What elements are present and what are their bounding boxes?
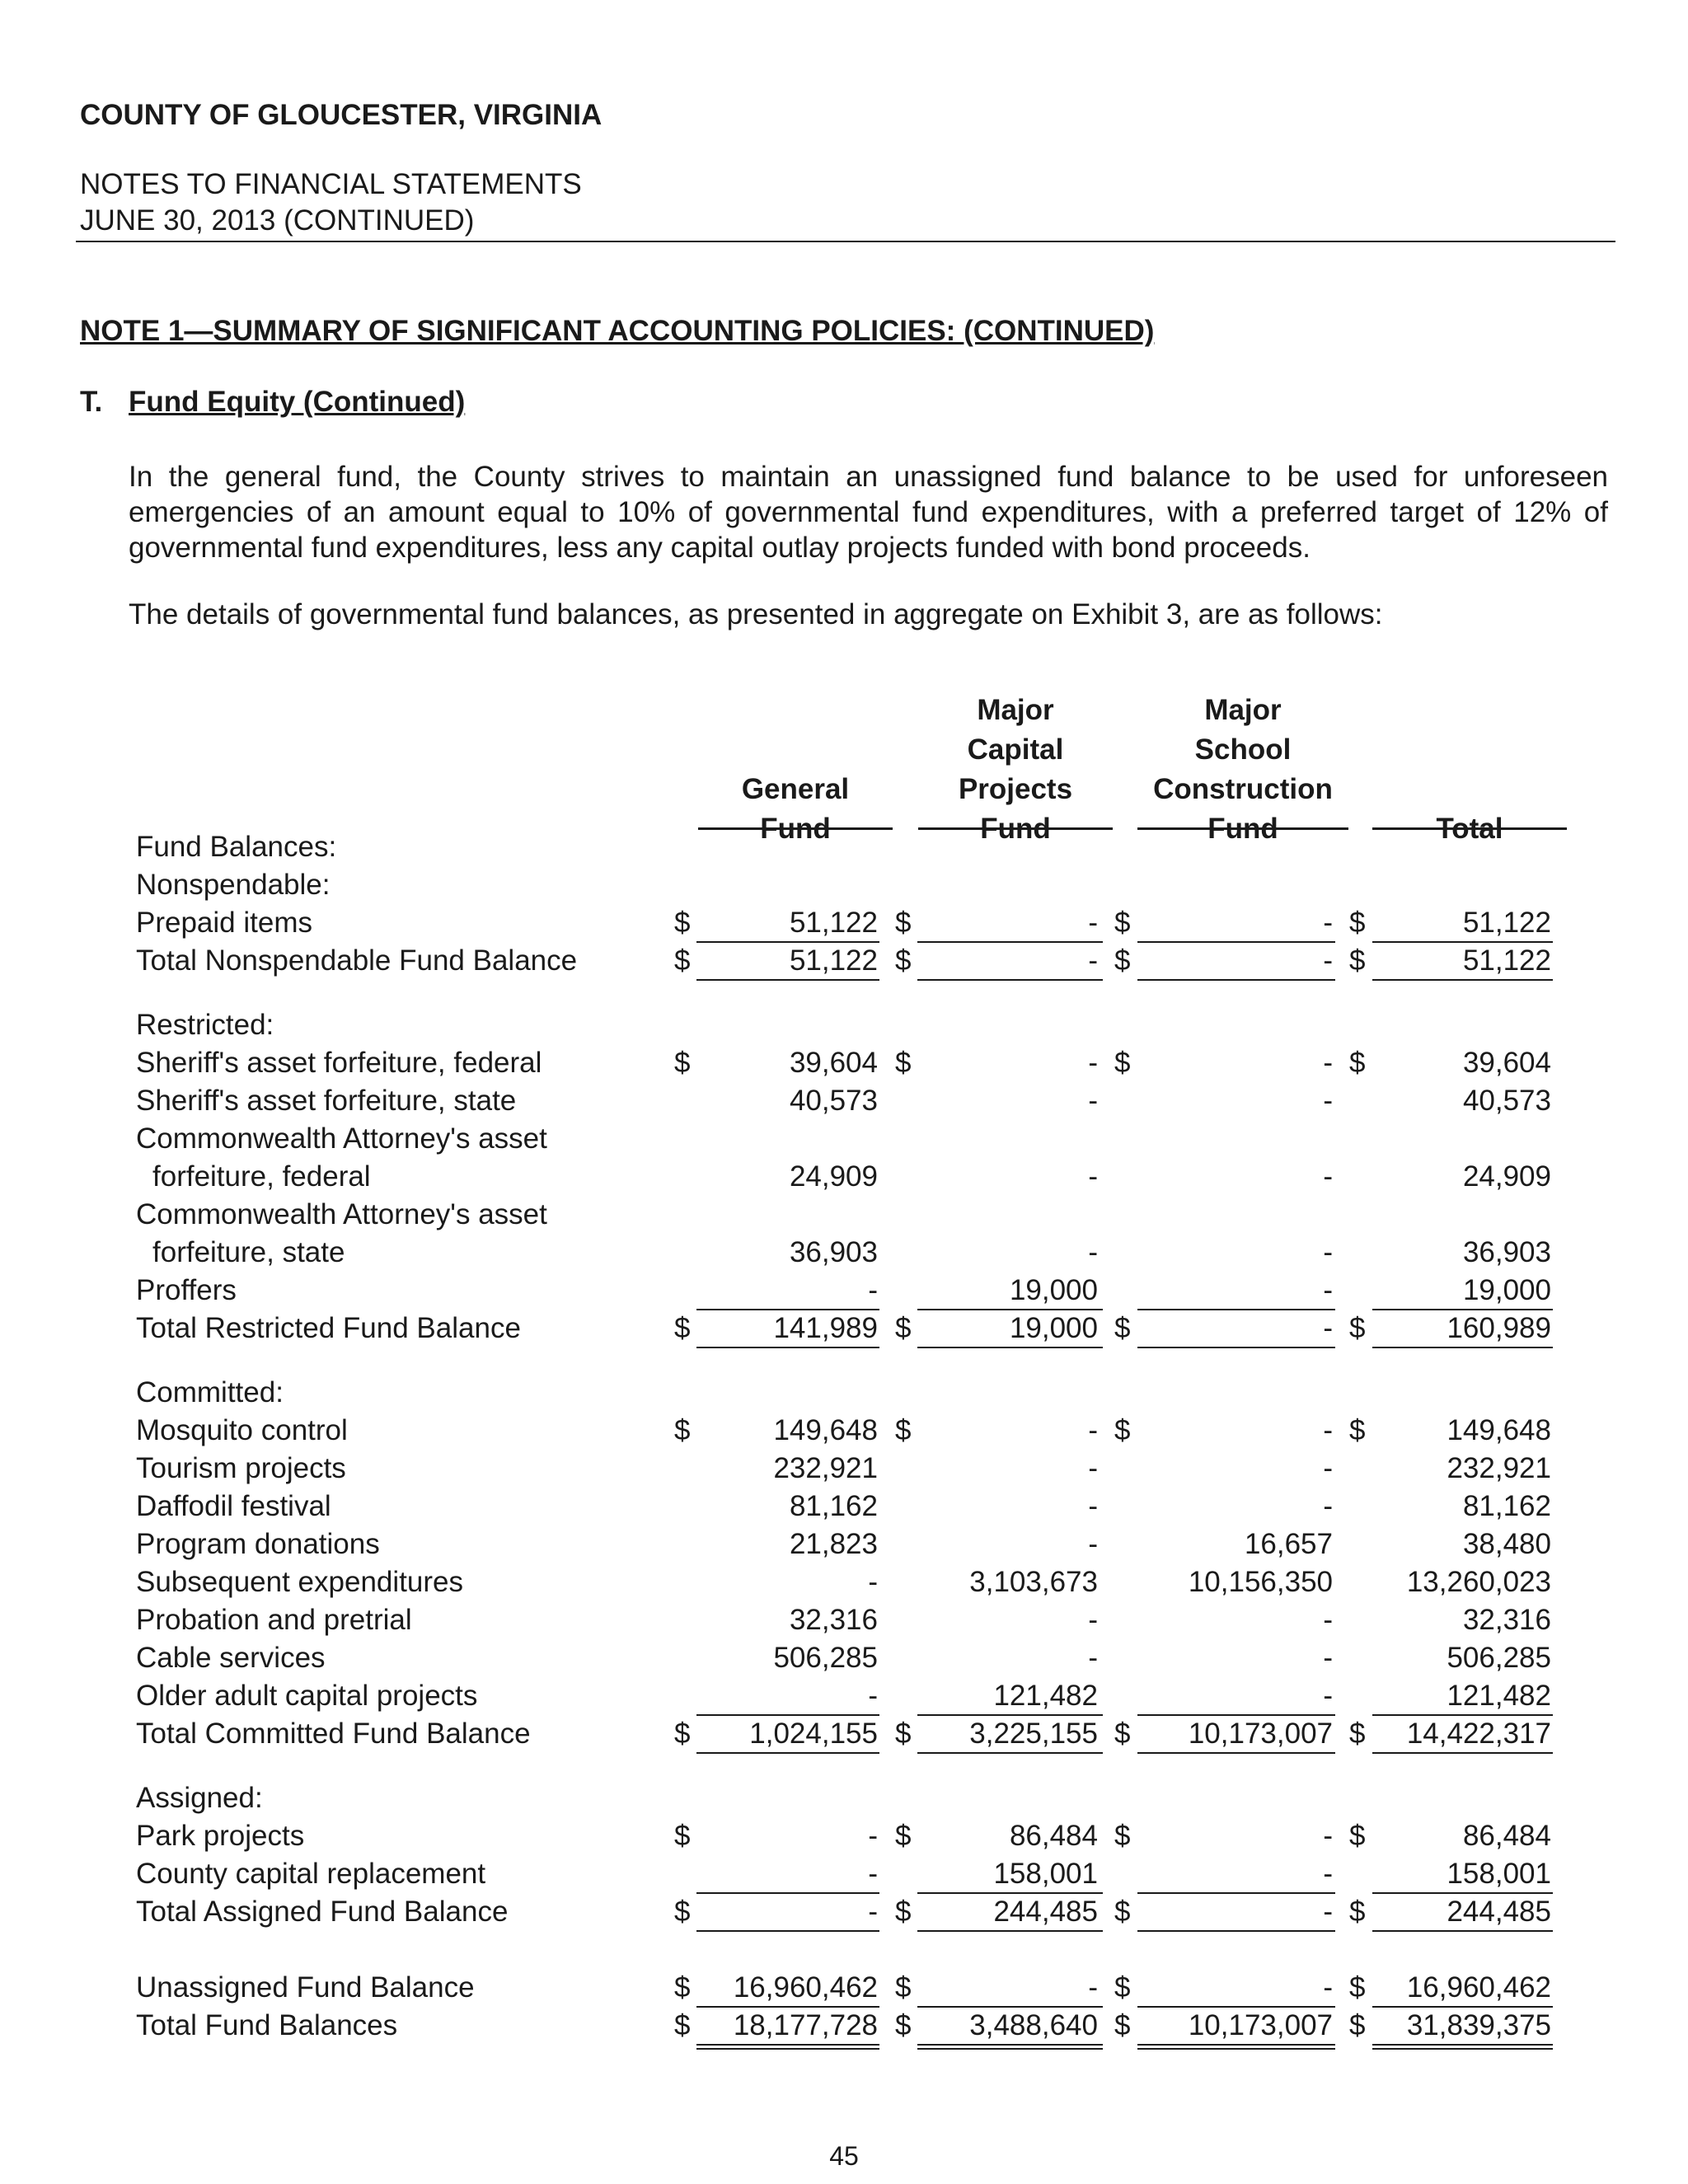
cell-value: - [1088,1604,1098,1636]
currency-symbol: $ [895,2009,912,2041]
table-row [0,1604,1688,1642]
column-heading-school-construction-fund [1137,691,1348,849]
row-label: Park projects [136,1820,305,1852]
row-label: Program donations [136,1528,380,1560]
row-label: Committed: [136,1376,284,1408]
table-row [0,944,1688,982]
column-heading-line: Fund [980,813,1051,845]
cell-value: - [1088,1490,1098,1522]
underline [696,1347,879,1348]
cell-value: - [1088,1414,1098,1446]
underline [1137,1714,1335,1716]
double-underline [696,2044,879,2050]
currency-symbol: $ [1349,1414,1366,1446]
cell-value: - [868,1896,878,1928]
table-group-label [0,831,1688,869]
currency-symbol: $ [895,907,912,939]
section-letter: T. [80,386,103,418]
underline [1372,1714,1553,1716]
cell-value: 160,989 [1447,1312,1551,1344]
cell-value: 32,316 [1462,1604,1551,1636]
cell-value: 86,484 [1462,1820,1551,1852]
underline [1137,1309,1335,1310]
underline [696,1930,879,1932]
underline [1137,941,1335,943]
row-label: Total Committed Fund Balance [136,1718,531,1750]
underline [1137,1892,1335,1894]
table-row [0,1858,1688,1896]
cell-value: 149,648 [1447,1414,1551,1446]
section-title: Fund Equity (Continued) [129,386,466,418]
underline [696,941,879,943]
cell-value: - [1323,1047,1333,1079]
cell-value: 141,989 [773,1312,878,1344]
underline [696,1892,879,1894]
underline [917,1752,1103,1754]
double-underline [917,2044,1103,2050]
row-label: Unassigned Fund Balance [136,1971,475,2004]
currency-symbol: $ [895,1820,912,1852]
cell-value: - [1088,1236,1098,1268]
table-group-label [0,1198,1688,1236]
currency-symbol: $ [1349,2009,1366,2041]
row-label: Sheriff's asset forfeiture, federal [136,1047,542,1079]
row-label: Restricted: [136,1009,274,1041]
cell-value: 506,285 [1447,1642,1551,1674]
underline [917,1347,1103,1348]
cell-value: 158,001 [993,1858,1098,1890]
cell-value: - [1323,944,1333,977]
note-heading: NOTE 1—SUMMARY OF SIGNIFICANT ACCOUNTING POLICIES: (CONTINUED) [80,315,1155,347]
column-heading-rule [918,827,1113,830]
cell-value: 158,001 [1447,1858,1551,1890]
currency-symbol: $ [674,1414,691,1446]
row-label: Total Nonspendable Fund Balance [136,944,578,977]
cell-value: 16,657 [1244,1528,1333,1560]
currency-symbol: $ [1114,2009,1131,2041]
column-heading-line: Major [977,694,1054,726]
cell-value: - [1088,1452,1098,1484]
underline [696,1309,879,1310]
table-row [0,1160,1688,1198]
cell-value: - [1323,1085,1333,1117]
cell-value: - [1323,1820,1333,1852]
currency-symbol: $ [895,1718,912,1750]
currency-symbol: $ [1114,944,1131,977]
currency-symbol: $ [1114,1312,1131,1344]
table-group-label [0,1122,1688,1160]
cell-value: 36,903 [1462,1236,1551,1268]
underline [1137,2006,1335,2008]
currency-symbol: $ [674,1971,691,2004]
table-group-label [0,1782,1688,1820]
cell-value: - [1088,1642,1098,1674]
cell-value: 14,422,317 [1406,1718,1551,1750]
underline [1372,941,1553,943]
cell-value: 51,122 [789,944,878,977]
cell-value: 24,909 [789,1160,878,1193]
table-row [0,2009,1688,2047]
underline [917,979,1103,981]
currency-symbol: $ [1114,1820,1131,1852]
underline [696,1752,879,1754]
underline [1372,1309,1553,1310]
column-heading-line: Fund [1207,813,1278,845]
table-row [0,1566,1688,1604]
cell-value: - [1088,907,1098,939]
cell-value: - [1088,944,1098,977]
cell-value: - [1323,1896,1333,1928]
cell-value: - [1323,1680,1333,1712]
underline [917,2006,1103,2008]
cell-value: - [1323,1414,1333,1446]
table-group-label [0,1009,1688,1047]
cell-value: - [1088,1047,1098,1079]
column-heading-line: Projects [958,773,1073,805]
cell-value: - [1088,1971,1098,2004]
currency-symbol: $ [1114,1047,1131,1079]
currency-symbol: $ [1114,1896,1131,1928]
underline [1137,979,1335,981]
currency-symbol: $ [674,907,691,939]
cell-value: 81,162 [1462,1490,1551,1522]
cell-value: 10,156,350 [1188,1566,1333,1598]
column-heading-line: Total [1436,813,1503,845]
column-heading-rule [1372,827,1567,830]
cell-value: - [868,1566,878,1598]
column-heading-line: School [1194,733,1292,766]
table-row [0,1680,1688,1718]
cell-value: 39,604 [789,1047,878,1079]
row-label: Proffers [136,1274,237,1306]
currency-symbol: $ [1114,1718,1131,1750]
cell-value: 232,921 [1447,1452,1551,1484]
column-heading-line: Major [1204,694,1282,726]
cell-value: - [1323,907,1333,939]
row-label: Commonwealth Attorney's asset [136,1122,547,1155]
cell-value: 32,316 [789,1604,878,1636]
cell-value: 81,162 [789,1490,878,1522]
currency-symbol: $ [895,1896,912,1928]
row-label: Cable services [136,1642,326,1674]
cell-value: - [1323,1452,1333,1484]
currency-symbol: $ [895,1047,912,1079]
cell-value: 10,173,007 [1188,1718,1333,1750]
currency-symbol: $ [1349,1820,1366,1852]
table-row [0,1718,1688,1755]
cell-value: - [1088,1160,1098,1193]
row-label: Total Assigned Fund Balance [136,1896,509,1928]
cell-value: - [868,1680,878,1712]
table-row [0,1085,1688,1122]
cell-value: 10,173,007 [1188,2009,1333,2041]
cell-value: 40,573 [789,1085,878,1117]
underline [1137,1347,1335,1348]
currency-symbol: $ [1114,1414,1131,1446]
column-heading-capital-projects-fund [918,691,1113,849]
cell-value: - [1088,1528,1098,1560]
underline [917,1892,1103,1894]
cell-value: - [1323,1604,1333,1636]
cell-value: - [1323,1858,1333,1890]
row-label: Probation and pretrial [136,1604,412,1636]
underline [1372,1347,1553,1348]
underline [1137,1752,1335,1754]
cell-value: 16,960,462 [1406,1971,1551,2004]
cell-value: 1,024,155 [749,1718,878,1750]
double-underline [1372,2044,1553,2050]
currency-symbol: $ [1349,1718,1366,1750]
table-row [0,1274,1688,1312]
cell-value: 18,177,728 [733,2009,878,2041]
notes-date: JUNE 30, 2013 (CONTINUED) [80,204,475,237]
cell-value: 232,921 [773,1452,878,1484]
cell-value: - [1323,1160,1333,1193]
table-row [0,1490,1688,1528]
currency-symbol: $ [1349,1047,1366,1079]
cell-value: 244,485 [993,1896,1098,1928]
cell-value: - [868,1820,878,1852]
table-row [0,1971,1688,2009]
table-row [0,1047,1688,1085]
cell-value: - [868,1858,878,1890]
row-label: Subsequent expenditures [136,1566,463,1598]
currency-symbol: $ [1349,944,1366,977]
table-row [0,907,1688,944]
currency-symbol: $ [1349,1312,1366,1344]
row-label: Prepaid items [136,907,312,939]
cell-value: 121,482 [1447,1680,1551,1712]
cell-value: 24,909 [1462,1160,1551,1193]
intro-paragraph: The details of governmental fund balances, as presented in aggregate on Exhibit 3, are as follows: [129,598,1383,630]
cell-value: 39,604 [1462,1047,1551,1079]
cell-value: 121,482 [993,1680,1098,1712]
table-row [0,1236,1688,1274]
row-label: Older adult capital projects [136,1680,478,1712]
row-label: Total Fund Balances [136,2009,398,2041]
cell-value: - [1323,1971,1333,2004]
table-row [0,1414,1688,1452]
underline [1372,2006,1553,2008]
underline [1372,979,1553,981]
underline [917,1714,1103,1716]
currency-symbol: $ [1349,1896,1366,1928]
cell-value: 86,484 [1009,1820,1098,1852]
cell-value: 149,648 [773,1414,878,1446]
underline [696,2006,879,2008]
cell-value: 51,122 [789,907,878,939]
cell-value: 51,122 [1462,944,1551,977]
cell-value: 38,480 [1462,1528,1551,1560]
currency-symbol: $ [674,1820,691,1852]
cell-value: - [1323,1642,1333,1674]
underline [917,1309,1103,1310]
table-row [0,1452,1688,1490]
underline [1372,1930,1553,1932]
underline [1372,1752,1553,1754]
table-row [0,1896,1688,1933]
table-group-label [0,869,1688,907]
currency-symbol: $ [674,944,691,977]
row-label: Tourism projects [136,1452,346,1484]
row-label: Daffodil festival [136,1490,331,1522]
cell-value: 51,122 [1462,907,1551,939]
cell-value: - [1323,1274,1333,1306]
currency-symbol: $ [1349,907,1366,939]
currency-symbol: $ [674,1896,691,1928]
row-label: Fund Balances: [136,831,337,863]
row-label: Total Restricted Fund Balance [136,1312,521,1344]
column-heading-line: Construction [1153,773,1333,805]
row-label: Commonwealth Attorney's asset [136,1198,547,1230]
table-row [0,1820,1688,1858]
row-label: forfeiture, federal [152,1160,371,1193]
column-heading-rule [698,827,893,830]
column-heading-line: Capital [967,733,1064,766]
currency-symbol: $ [674,1047,691,1079]
currency-symbol: $ [674,2009,691,2041]
cell-value: - [1323,1236,1333,1268]
cell-value: 19,000 [1009,1274,1098,1306]
cell-value: 13,260,023 [1406,1566,1551,1598]
table-row [0,1312,1688,1350]
column-heading-line: General [741,773,850,805]
row-label: Nonspendable: [136,869,331,901]
column-heading-rule [1137,827,1348,830]
table-row [0,1642,1688,1680]
cell-value: 19,000 [1009,1312,1098,1344]
double-underline [1137,2044,1335,2050]
currency-symbol: $ [895,1312,912,1344]
currency-symbol: $ [674,1312,691,1344]
notes-title: NOTES TO FINANCIAL STATEMENTS [80,168,582,200]
page-number: 45 [829,2141,859,2171]
underline [696,979,879,981]
cell-value: 31,839,375 [1406,2009,1551,2041]
cell-value: 21,823 [789,1528,878,1560]
underline [1137,1930,1335,1932]
currency-symbol: $ [1114,907,1131,939]
currency-symbol: $ [1349,1971,1366,2004]
cell-value: 506,285 [773,1642,878,1674]
cell-value: 36,903 [789,1236,878,1268]
cell-value: - [1323,1312,1333,1344]
cell-value: 40,573 [1462,1085,1551,1117]
cell-value: 19,000 [1462,1274,1551,1306]
currency-symbol: $ [895,1971,912,2004]
row-label: County capital replacement [136,1858,486,1890]
cell-value: 244,485 [1447,1896,1551,1928]
table-group-label [0,1376,1688,1414]
cell-value: 3,225,155 [969,1718,1098,1750]
currency-symbol: $ [1114,1971,1131,2004]
row-label: Mosquito control [136,1414,348,1446]
row-label: Sheriff's asset forfeiture, state [136,1085,517,1117]
header-divider [76,241,1615,242]
row-label: forfeiture, state [152,1236,345,1268]
row-label: Assigned: [136,1782,263,1814]
table-row [0,1528,1688,1566]
cell-value: - [868,1274,878,1306]
cell-value: 3,488,640 [969,2009,1098,2041]
currency-symbol: $ [895,944,912,977]
underline [917,1930,1103,1932]
cell-value: - [1088,1085,1098,1117]
underline [917,941,1103,943]
currency-symbol: $ [674,1718,691,1750]
county-title: COUNTY OF GLOUCESTER, VIRGINIA [80,99,603,131]
cell-value: 3,103,673 [969,1566,1098,1598]
cell-value: 16,960,462 [733,1971,878,2004]
policy-paragraph: In the general fund, the County strives to maintain an unassigned fund balance to be used for unforeseen emergencies of an amount equal to 10% of governmental fund expenditures, with a preferred target of 12% of governmental fund expenditures, less any capital outlay projects funded with bond proceeds. [129,461,1608,564]
underline [696,1714,879,1716]
underline [1372,1892,1553,1894]
cell-value: - [1323,1490,1333,1522]
column-heading-line: Fund [760,813,831,845]
currency-symbol: $ [895,1414,912,1446]
